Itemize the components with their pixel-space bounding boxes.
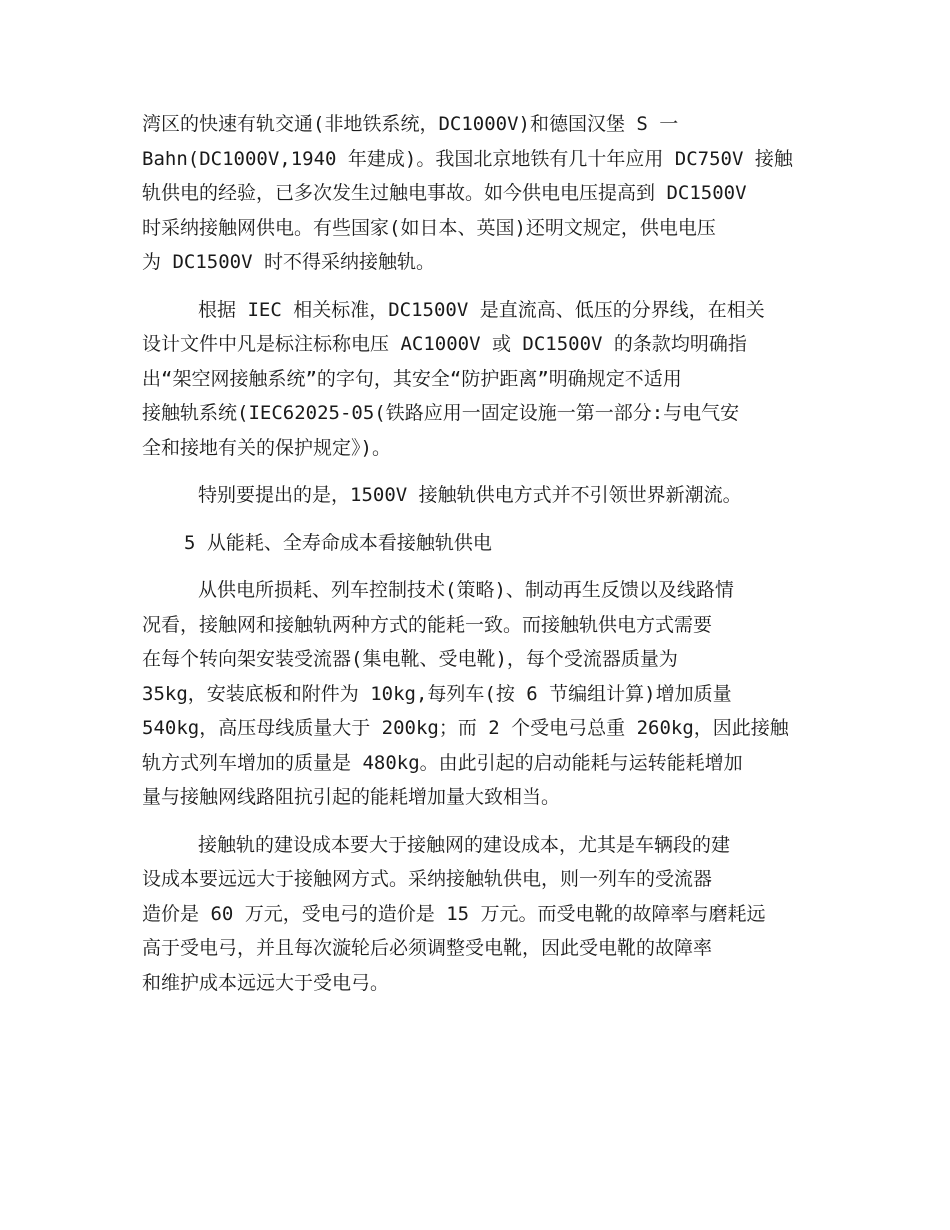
- paragraph-4: [142, 573, 814, 815]
- text-line: 量与接触网线路阻抗引起的能耗增加量大致相当。: [142, 786, 561, 808]
- text-line: 造价是 60 万元，受电弓的造价是 15 万元。而受电靴的故障率与磨耗远: [142, 902, 766, 925]
- section-heading: 5 从能耗、全寿命成本看接触轨供电: [184, 531, 492, 554]
- text-line: 湾区的快速有轨交通(非地铁系统，DC1000V)和德国汉堡 S 一: [142, 113, 679, 135]
- paragraph-3: [142, 478, 814, 513]
- text-line: 根据 IEC 相关标准，DC1500V 是直流高、低压的分界线，在相关: [198, 298, 765, 321]
- text-line: 设成本要远远大于接触网方式。采纳接触轨供电，则一列车的受流器: [142, 868, 713, 890]
- paragraph-5: [142, 828, 814, 1001]
- text-line: 全和接地有关的保护规定》)。: [142, 436, 391, 459]
- text-line: 特别要提出的是，1500V 接触轨供电方式并不引领世界新潮流。: [198, 484, 742, 506]
- text-line: 轨供电的经验，已多次发生过触电事故。如今供电电压提高到 DC1500V: [142, 182, 747, 204]
- text-line: 540kg，高压母线质量大于 200kg；而 2 个受电弓总重 260kg，因此接触: [142, 717, 789, 739]
- text-line: 设计文件中凡是标注标称电压 AC1000V 或 DC1500V 的条款均明确指: [142, 333, 747, 355]
- text-line: 接触轨系统(IEC62025-05(铁路应用一固定设施一第一部分:与电气安: [142, 402, 740, 424]
- text-line: 出“架空网接触系统”的字句，其安全“防护距离”明确规定不适用: [142, 367, 682, 390]
- text-line: 轨方式列车增加的质量是 480kg。由此引起的启动能耗与运转能耗增加: [142, 751, 743, 774]
- text-line: 为 DC1500V 时不得采纳接触轨。: [142, 251, 435, 273]
- paragraph-1: [142, 107, 814, 280]
- text-line: 接触轨的建设成本要大于接触网的建设成本，尤其是车辆段的建: [198, 833, 731, 856]
- text-line: 在每个转向架安装受流器(集电靴、受电靴)，每个受流器质量为: [142, 648, 678, 670]
- text-line: Bahn(DC1000V,1940 年建成)。我国北京地铁有几十年应用 DC750V 接触: [142, 147, 793, 170]
- text-line: 时采纳接触网供电。有些国家(如日本、英国)还明文规定，供电电压: [142, 216, 716, 239]
- text-line: 从供电所损耗、列车控制技术(策略)、制动再生反馈以及线路情: [198, 579, 734, 601]
- text-line: 况看，接触网和接触轨两种方式的能耗一致。而接触轨供电方式需要: [142, 613, 713, 636]
- text-line: 高于受电弓，并且每次漩轮后必须调整受电靴，因此受电靴的故障率: [142, 937, 713, 959]
- document-body: [142, 107, 814, 1013]
- section-heading-5: [142, 526, 814, 561]
- text-line: 35kg，安装底板和附件为 10kg,每列车(按 6 节编组计算)增加质量: [142, 682, 732, 705]
- text-line: 和维护成本远远大于受电弓。: [142, 971, 390, 994]
- paragraph-2: [142, 293, 814, 466]
